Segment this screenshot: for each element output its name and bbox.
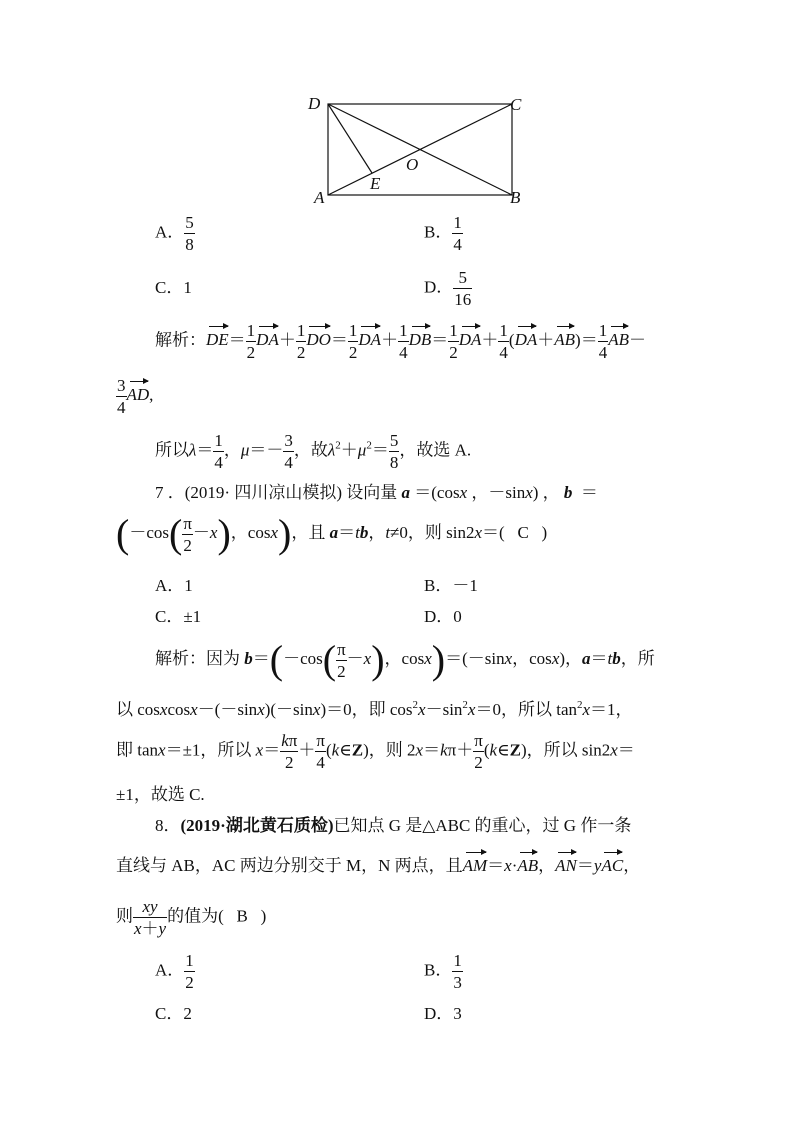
q8-stem-line2: 直线与 AB，AC 两边分别交于 M，N 两点，且AM＝x·AB，AN＝yAC， <box>116 856 641 875</box>
q7-solution-line1: 解析：因为 b＝(－cos( $\frac{\pi}{2}$ －x)，cosx)＝(－sinx，cosx)，a＝tb，所 <box>155 637 655 682</box>
q7-solution-line2: 以 cosxcosx－(－sinx)(－sinx)＝0，即 $\cos^2x-\sin^2x=0$，所以 $\tan^2x=1$， <box>116 699 633 719</box>
q6-solution-line: 解析：DE＝ $\frac{1}{2}$ DA＋ $\frac{1}{2}$ DO＝ $\frac{1}{2}$ DA＋ $\frac{1}{4}$ DB＝ $\frac{1}{2}$ DA＋ $\frac{1}{4}$ (DA＋AB)＝ $\frac{1}{4}$ AB－ <box>155 321 646 362</box>
rectangle-figure <box>300 92 540 210</box>
q8-option-b[interactable]: B． $\frac{1}{3}$ <box>424 951 462 992</box>
q6-option-d[interactable]: D． $\frac{5}{16}$ <box>424 268 472 309</box>
q7-solution-line3: 即 tanx＝±1，所以 x＝ $\frac{k\pi}{2}$ ＋ $\frac{\pi}{4}$ (k∈Z)，则 2x＝kπ＋ $\frac{\pi}{2}$ (k∈Z)，所以 sin2x＝ <box>116 731 635 772</box>
q7-option-b[interactable]: B．－1 <box>424 576 478 595</box>
q7-option-d[interactable]: D．0 <box>424 607 462 626</box>
label-o: O <box>406 155 419 174</box>
q8-option-d[interactable]: D．3 <box>424 1004 462 1023</box>
q6-option-c[interactable]: C．1 <box>155 278 192 297</box>
q6-option-a[interactable]: A． $\frac{5}{8}$ <box>155 213 194 254</box>
label-c: C <box>510 95 522 114</box>
label-a: A <box>314 188 325 207</box>
q7-option-c[interactable]: C．±1 <box>155 607 202 626</box>
q7-option-a[interactable]: A．1 <box>155 576 193 595</box>
q8-answer: B <box>236 906 248 926</box>
label-e: E <box>370 174 381 193</box>
q6-option-b[interactable]: B． $\frac{1}{4}$ <box>424 213 462 254</box>
q7-stem: 7 ．(2019· 四川凉山模拟) 设向量 a ＝(cosx ，－sinx) ， b ＝ <box>155 483 598 502</box>
q8-stem: 8．(2019·湖北黄石质检)已知点 G 是△ABC 的重心，过 G 作一条 <box>155 816 632 835</box>
q7-stem-line2: (－cos( $\frac{\pi}{2}$ －x)，cosx)，且 a＝tb，t≠0，则 sin2x＝( C ) <box>116 511 548 556</box>
q8-option-a[interactable]: A． $\frac{1}{2}$ <box>155 951 194 992</box>
q8-stem-line3: 则 $\frac{xy}{x+y}$ 的值为( B ) <box>116 897 267 938</box>
q7-solution-line4: ±1，故选 C. <box>116 785 205 804</box>
q6-solution-line2: $\frac{3}{4}$ AD, <box>117 376 154 417</box>
label-d: D <box>308 94 321 113</box>
label-b: B <box>510 188 521 207</box>
q6-conclusion: 所以λ＝ $\frac{1}{4}$ ，μ＝－ $\frac{3}{4}$ ，故$\lambda^2+\mu^2=$ $\frac{5}{8}$ ，故选 A. <box>155 431 472 472</box>
q7-answer: C <box>517 522 529 542</box>
q8-option-c[interactable]: C．2 <box>155 1004 192 1023</box>
